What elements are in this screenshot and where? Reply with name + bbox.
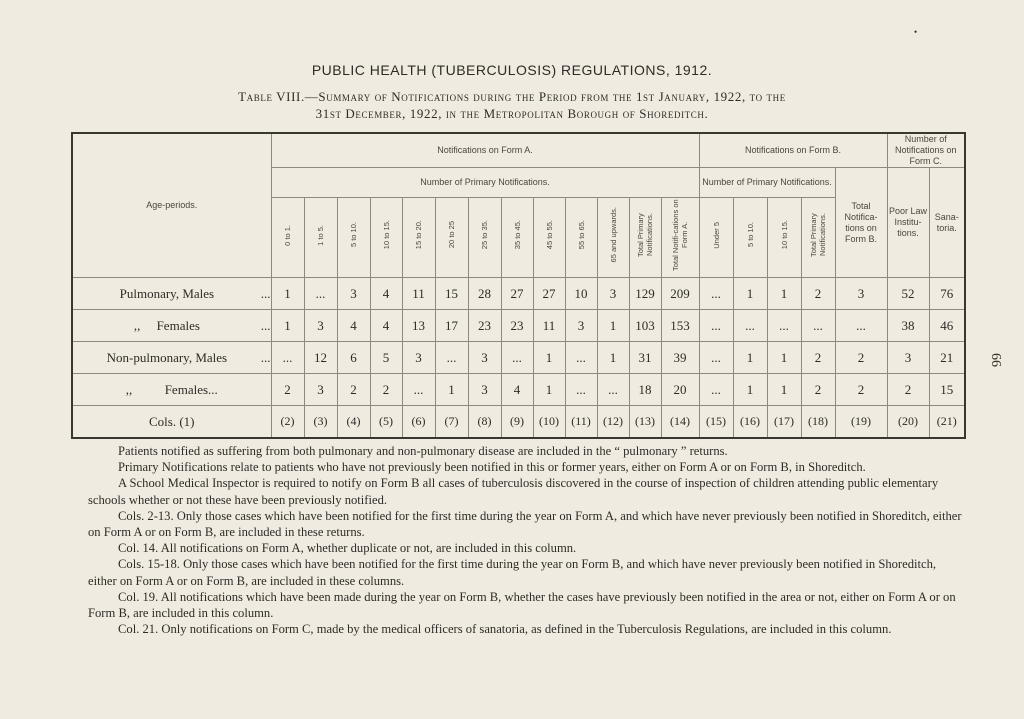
table-cell: 1 xyxy=(767,278,801,310)
column-number: (12) xyxy=(597,406,629,439)
column-number: (4) xyxy=(337,406,370,439)
table-cell: ... xyxy=(733,310,767,342)
table-cell: 11 xyxy=(533,310,565,342)
table-cell: ... xyxy=(767,310,801,342)
age-column-header-label: 10 to 15. xyxy=(779,220,789,250)
table-cell: ... xyxy=(565,342,597,374)
row-label-dots: ... xyxy=(260,285,271,301)
table-cell: ... xyxy=(699,310,733,342)
sanatoria-header: Sana-toria. xyxy=(929,168,965,278)
page-number: 66 xyxy=(988,353,1003,367)
note-paragraph: Col. 21. Only notifications on Form C, made by the medical officers of sanatoria, as defined in the Tuberculosis Regulations, are included in this column. xyxy=(118,622,892,637)
column-number: (21) xyxy=(929,406,965,439)
table-cell: ... xyxy=(271,342,304,374)
table-body xyxy=(72,278,965,439)
table-cell: 1 xyxy=(733,342,767,374)
age-column-header-label: 65 and upwards. xyxy=(608,207,618,263)
table-cell: 31 xyxy=(629,342,661,374)
table-caption-line-1: Table VIII.—Summary of Notifications during the Period from the 1st January, 1922, to the xyxy=(238,89,786,104)
table-cell: 2 xyxy=(271,374,304,406)
table-cell: 6 xyxy=(337,342,370,374)
table-cell: ... xyxy=(565,374,597,406)
column-numbers-label: Cols. (1) xyxy=(72,406,271,439)
column-number: (6) xyxy=(402,406,435,439)
age-column-header-label: 10 to 15. xyxy=(381,220,391,250)
table-cell: 1 xyxy=(733,278,767,310)
age-column-header-label: Under 5 xyxy=(711,221,721,249)
table-cell: 5 xyxy=(370,342,402,374)
table-cell: 1 xyxy=(533,374,565,406)
form-c-header: Number of Notifications on Form C. xyxy=(887,133,965,168)
age-column-header xyxy=(271,198,304,278)
table-caption xyxy=(0,88,1024,122)
table-cell: 15 xyxy=(435,278,468,310)
table-row xyxy=(72,278,965,310)
age-column-header xyxy=(661,198,699,278)
table-cell: 2 xyxy=(835,342,887,374)
table-cell: 39 xyxy=(661,342,699,374)
table-cell: ... xyxy=(435,342,468,374)
table-cell: 27 xyxy=(533,278,565,310)
table-cell: 2 xyxy=(337,374,370,406)
column-number: (18) xyxy=(801,406,835,439)
table-row xyxy=(72,342,965,374)
primary-b-header: Number of Primary Notifications. xyxy=(699,168,835,198)
column-number: (5) xyxy=(370,406,402,439)
table-cell: 1 xyxy=(597,342,629,374)
table-cell: 27 xyxy=(501,278,533,310)
age-column-header xyxy=(733,198,767,278)
table-cell: 10 xyxy=(565,278,597,310)
table-cell: ... xyxy=(835,310,887,342)
table-cell: 3 xyxy=(597,278,629,310)
age-column-header xyxy=(801,198,835,278)
table-cell: 18 xyxy=(629,374,661,406)
column-number: (13) xyxy=(629,406,661,439)
table-cell: 1 xyxy=(597,310,629,342)
row-label-text: Non-pulmonary, Males xyxy=(106,349,228,365)
row-label xyxy=(72,342,271,374)
table-cell: 46 xyxy=(929,310,965,342)
column-number: (14) xyxy=(661,406,699,439)
table-cell: 3 xyxy=(402,342,435,374)
table-cell: 3 xyxy=(468,342,501,374)
table-cell: ... xyxy=(597,374,629,406)
table-cell: 2 xyxy=(370,374,402,406)
table-cell: 2 xyxy=(801,374,835,406)
column-number: (19) xyxy=(835,406,887,439)
table-cell: 15 xyxy=(929,374,965,406)
column-number: (20) xyxy=(887,406,929,439)
column-number: (7) xyxy=(435,406,468,439)
table-cell: ... xyxy=(402,374,435,406)
table-cell: 76 xyxy=(929,278,965,310)
table-cell: 3 xyxy=(337,278,370,310)
stray-mark: • xyxy=(914,27,918,37)
table-cell: 103 xyxy=(629,310,661,342)
table-cell: 129 xyxy=(629,278,661,310)
row-label-text: Pulmonary, Males xyxy=(119,285,215,301)
notifications-table xyxy=(71,132,966,439)
table-cell: ... xyxy=(304,278,337,310)
age-column-header xyxy=(699,198,733,278)
age-column-header xyxy=(501,198,533,278)
age-column-header-label: 55 to 65. xyxy=(576,220,586,250)
note-paragraph: A School Medical Inspector is required to notify on Form B all cases of tuberculosis discovered in the course of inspection of children attending public elementary schools whether or not these have been previously notified. xyxy=(88,476,939,507)
row-label-text: ,, Females xyxy=(133,317,200,333)
table-cell: 2 xyxy=(887,374,929,406)
table-cell: 13 xyxy=(402,310,435,342)
table-cell: 1 xyxy=(767,342,801,374)
note-paragraph: Patients notified as suffering from both pulmonary and non-pulmonary disease are included in the “ pulmonary ” returns. xyxy=(118,444,728,458)
table-cell: 3 xyxy=(468,374,501,406)
row-label xyxy=(72,374,271,406)
note-paragraph: Cols. 2-13. Only those cases which have been notified for the first time during the year on Form A, and which have never previously been notified in Shoreditch, either on Form A or on Form B, are included in these returns. xyxy=(88,508,962,540)
column-numbers-row xyxy=(72,406,965,439)
table-cell: 2 xyxy=(835,374,887,406)
table-cell: 1 xyxy=(533,342,565,374)
table-cell: 1 xyxy=(435,374,468,406)
age-column-header-label: Total Primary Notifications. xyxy=(809,213,827,257)
table-cell: 17 xyxy=(435,310,468,342)
poor-law-header: Poor Law Institu-tions. xyxy=(887,168,929,278)
table-cell: 38 xyxy=(887,310,929,342)
table-cell: 21 xyxy=(929,342,965,374)
column-number: (16) xyxy=(733,406,767,439)
age-column-header-label: Total Primary Notifications. xyxy=(636,213,654,257)
primary-a-header: Number of Primary Notifications. xyxy=(271,168,699,198)
column-number: (10) xyxy=(533,406,565,439)
table-cell: 4 xyxy=(501,374,533,406)
age-column-header xyxy=(337,198,370,278)
table-row xyxy=(72,374,965,406)
age-column-header-label: 5 to 10. xyxy=(349,222,358,248)
page-title: PUBLIC HEALTH (TUBERCULOSIS) REGULATIONS, 1912. xyxy=(311,62,713,78)
table-cell: 12 xyxy=(304,342,337,374)
table-cell: 3 xyxy=(565,310,597,342)
table-cell: ... xyxy=(699,374,733,406)
age-column-header xyxy=(767,198,801,278)
note-paragraph: Cols. 15-18. Only those cases which have been notified for the first time during the year on Form B, and which have never previously been notified in Shoreditch, either on Form A or on Form B, are included in these columns. xyxy=(88,557,937,588)
table-caption-line-2: 31st December, 1922, in the Metropolitan Borough of Shoreditch. xyxy=(315,106,709,121)
age-periods-header: Age-periods. xyxy=(72,133,271,278)
table-cell: 153 xyxy=(661,310,699,342)
row-label xyxy=(72,310,271,342)
age-column-header-label: 35 to 45. xyxy=(512,220,522,250)
column-number: (2) xyxy=(271,406,304,439)
age-column-header-label: 1 to 5. xyxy=(316,224,325,246)
column-number: (11) xyxy=(565,406,597,439)
age-column-header-label: 0 to 1. xyxy=(283,224,292,246)
explanatory-notes xyxy=(88,443,966,637)
column-number: (9) xyxy=(501,406,533,439)
total-b-header: Total Notifica-tions on Form B. xyxy=(835,168,887,278)
age-column-header xyxy=(468,198,501,278)
table-cell: 23 xyxy=(468,310,501,342)
age-column-header xyxy=(533,198,565,278)
table-cell: 11 xyxy=(402,278,435,310)
age-column-header xyxy=(402,198,435,278)
row-label-dots: ... xyxy=(260,317,271,333)
form-b-header: Notifications on Form B. xyxy=(699,133,887,168)
table-cell: ... xyxy=(699,342,733,374)
age-column-header xyxy=(304,198,337,278)
age-column-header xyxy=(565,198,597,278)
table-cell: 1 xyxy=(271,278,304,310)
age-column-header-label: Total Notifi-cations on Form A. xyxy=(671,199,689,271)
table-cell: ... xyxy=(501,342,533,374)
column-number: (17) xyxy=(767,406,801,439)
age-column-header xyxy=(370,198,402,278)
table-cell: 20 xyxy=(661,374,699,406)
table-cell: ... xyxy=(801,310,835,342)
table-cell: 3 xyxy=(835,278,887,310)
row-label xyxy=(72,278,271,310)
row-label-dots: ... xyxy=(260,349,271,365)
age-column-header-label: 5 to 10. xyxy=(745,222,755,248)
age-column-header-label: 15 to 20. xyxy=(414,220,423,250)
table-cell: 2 xyxy=(801,278,835,310)
table-cell: 4 xyxy=(370,310,402,342)
table-cell: 23 xyxy=(501,310,533,342)
age-column-header xyxy=(597,198,629,278)
table-cell: 52 xyxy=(887,278,929,310)
row-label-text: ,, Females... xyxy=(125,381,218,397)
table-cell: 4 xyxy=(337,310,370,342)
table-cell: 3 xyxy=(887,342,929,374)
form-a-header: Notifications on Form A. xyxy=(271,133,699,168)
table-cell: 4 xyxy=(370,278,402,310)
table-cell: 209 xyxy=(661,278,699,310)
age-column-header-label: 45 to 55. xyxy=(544,220,554,250)
table-cell: 3 xyxy=(304,374,337,406)
note-paragraph: Col. 19. All notifications which have been made during the year on Form B, whether the cases have previously been notified in the area or not, either on Form A or on Form B, are included in this column. xyxy=(88,589,956,621)
table-cell: 1 xyxy=(271,310,304,342)
table-row xyxy=(72,310,965,342)
age-column-header-label: 20 to 25 xyxy=(447,221,456,249)
notifications-table-container xyxy=(71,132,966,439)
table-cell: 1 xyxy=(767,374,801,406)
note-paragraph: Col. 14. All notifications on Form A, whether duplicate or not, are included in this column. xyxy=(118,541,577,556)
column-number: (8) xyxy=(468,406,501,439)
table-cell: 3 xyxy=(304,310,337,342)
age-column-header xyxy=(629,198,661,278)
column-number: (15) xyxy=(699,406,733,439)
note-paragraph: Primary Notifications relate to patients who have not previously been notified in this or former years, either on Form A or on Form B, in Shoreditch. xyxy=(118,460,866,475)
table-cell: 1 xyxy=(733,374,767,406)
table-cell: 2 xyxy=(801,342,835,374)
age-column-header-label: 25 to 35. xyxy=(480,220,489,250)
table-cell: 28 xyxy=(468,278,501,310)
age-column-header xyxy=(435,198,468,278)
column-number: (3) xyxy=(304,406,337,439)
table-cell: ... xyxy=(699,278,733,310)
